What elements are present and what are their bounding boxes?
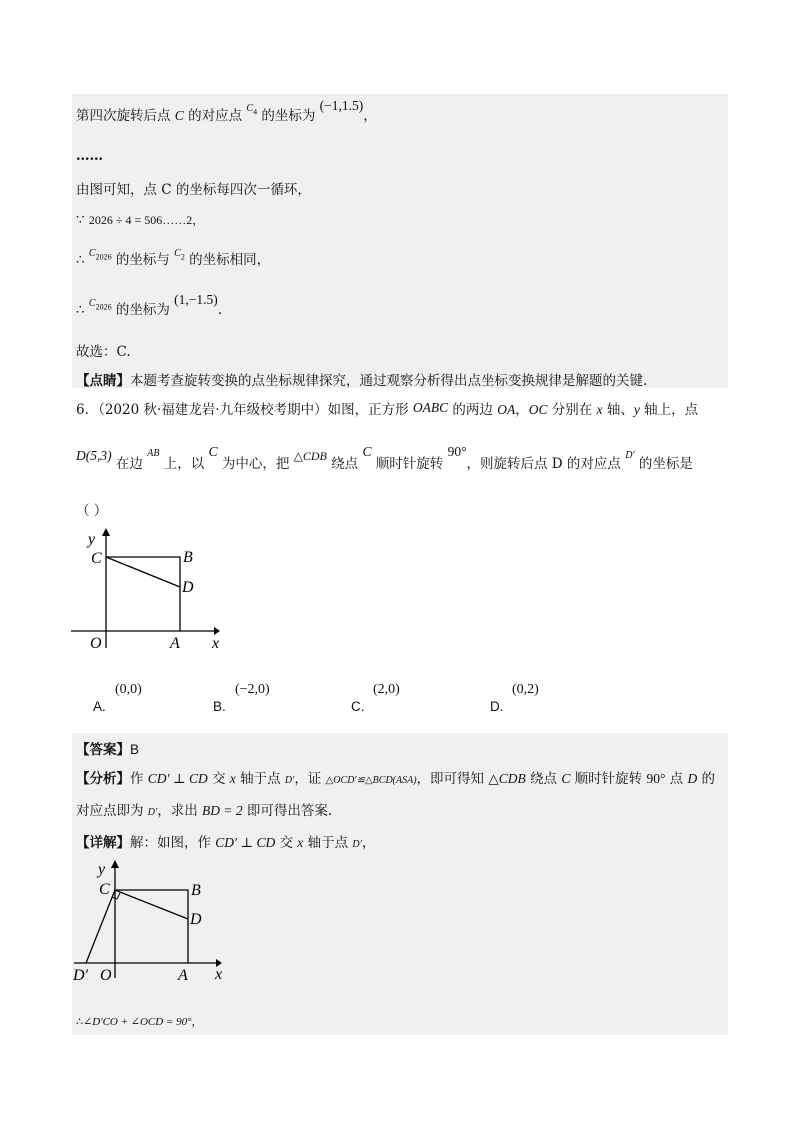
label-a: A — [170, 635, 180, 652]
point-d: D — [687, 771, 698, 786]
coordinate: (−1,1.5) — [319, 98, 364, 113]
comment-text: 本题考查旋转变换的点坐标规律探究，通过观察分析得出点坐标变换规律是解题的关键. — [130, 373, 648, 389]
option-letter: D. — [490, 699, 504, 714]
point-c2: C — [174, 248, 181, 259]
text: ， — [515, 402, 529, 418]
question-line-2 — [76, 444, 693, 472]
text: 轴于点 — [235, 771, 285, 787]
analysis-line-1 — [76, 767, 715, 787]
prev-line-3: 由图可知，点 C 的坐标每四次一循环， — [76, 182, 311, 198]
text: ，求出 — [157, 803, 203, 819]
square-name: OABC — [412, 400, 449, 415]
segment-cd-prime — [86, 890, 115, 963]
subscript: 2026 — [95, 302, 112, 312]
text: 即可得出答案. — [242, 803, 333, 819]
square-edges — [115, 890, 188, 963]
segment-oc: OC — [528, 402, 548, 417]
text: 分别在 — [547, 402, 597, 418]
label-d-prime: D′ — [73, 967, 89, 982]
text: ，则旋转后点 D 的对应点 — [466, 456, 626, 472]
angle-90: 90° — [447, 444, 467, 459]
label-a: A — [178, 967, 188, 982]
perp-expression: CD′ ⊥ CD — [215, 835, 276, 850]
text: ， — [191, 1015, 203, 1028]
point-c: C — [561, 771, 571, 786]
text: . — [217, 302, 223, 318]
text: ，即可得知 — [416, 771, 489, 787]
option-value: (0,0) — [115, 682, 142, 697]
var-x: x — [596, 402, 603, 417]
option-value: (2,0) — [373, 682, 400, 697]
point-c: C — [362, 444, 372, 459]
congruence-expression: △OCD′≌△BCD(ASA) — [325, 775, 417, 786]
option-c[interactable] — [351, 680, 471, 714]
y-axis-arrow-icon — [111, 860, 119, 868]
var-y: y — [633, 402, 640, 417]
subscript: 4 — [253, 107, 258, 117]
point-d-prime: D′ — [147, 807, 158, 818]
segment-cd — [106, 557, 180, 587]
label-x: x — [215, 966, 223, 982]
ellipsis: …… — [76, 148, 103, 164]
text: ， — [363, 108, 377, 124]
option-letter: A. — [93, 699, 106, 714]
question-line-1 — [76, 398, 698, 418]
point-d-prime: D′ — [625, 450, 635, 461]
point-c4: C — [246, 103, 254, 114]
text: 顺时针旋转 — [570, 771, 647, 787]
analysis-line-2 — [76, 799, 332, 819]
prev-line-4 — [76, 211, 204, 228]
text: 的对应点 — [183, 108, 247, 124]
segment-cd — [115, 890, 188, 919]
point-d-prime: D′ — [284, 775, 295, 786]
detail-tag: 【详解】 — [76, 835, 130, 851]
label-c: C — [99, 881, 110, 898]
angle-90: 90° — [646, 771, 666, 786]
y-axis-arrow-icon — [102, 528, 110, 536]
label-b: B — [191, 882, 201, 899]
text: ，证 — [294, 771, 326, 787]
label-d: D — [182, 579, 194, 596]
text: 绕点 — [326, 456, 363, 472]
text: 轴、 — [602, 402, 634, 418]
label-x: x — [212, 635, 220, 652]
text: 的坐标相同， — [184, 252, 271, 268]
question-number: 6． — [76, 402, 99, 418]
option-b[interactable] — [213, 680, 333, 714]
therefore-symbol: ∴ — [76, 1015, 83, 1028]
point-c: C — [88, 248, 96, 259]
analysis-tag: 【分析】 — [76, 771, 130, 787]
label-d: D — [190, 911, 202, 928]
subscript: 2 — [180, 252, 185, 262]
subscript: 2026 — [95, 252, 112, 262]
text: 轴上，点 — [639, 402, 699, 418]
prev-line-6 — [76, 292, 223, 320]
point-c: C — [208, 444, 218, 459]
answer-value: B — [130, 742, 140, 757]
expression: 2026 ÷ 4 = 506……2， — [88, 213, 205, 227]
text: 的坐标为 — [111, 302, 175, 318]
prev-solution-block — [72, 94, 728, 388]
label-o: O — [90, 635, 102, 652]
text: 作 — [130, 771, 148, 787]
point-d-prime: D′ — [352, 839, 362, 850]
point-c: C — [174, 108, 184, 123]
var-x: x — [229, 771, 236, 786]
label-y: y — [88, 531, 96, 548]
text: ， — [361, 835, 376, 851]
text: 在边 — [111, 456, 148, 472]
label-c: C — [91, 550, 102, 567]
text: 对应点即为 — [76, 803, 148, 819]
therefore-symbol: ∴ — [76, 252, 85, 268]
text: 交 — [207, 771, 230, 787]
point-d-coord: D(5,3) — [76, 448, 112, 463]
text: 轴于点 — [303, 835, 353, 851]
var-x: x — [297, 835, 304, 850]
segment-oa: OA — [497, 402, 516, 417]
x-axis-arrow-icon — [214, 627, 220, 635]
text: 的两边 — [448, 402, 498, 418]
text: 的坐标为 — [257, 108, 320, 124]
option-letter: C. — [351, 699, 365, 714]
label-o: O — [100, 967, 112, 982]
segment-ab: AB — [147, 448, 160, 459]
answer-paren: （ ） — [76, 503, 108, 519]
comment-line — [76, 369, 647, 389]
comment-tag: 【点睛】 — [76, 373, 130, 389]
question-source: （2020 秋·福建龙岩·九年级校考期中） — [98, 402, 328, 418]
text: 解：如图，作 — [130, 835, 216, 851]
option-a[interactable] — [93, 680, 213, 714]
choice-line: 故选：C. — [76, 344, 131, 360]
text: 为中心，把 — [217, 456, 294, 472]
text: 顺时针旋转 — [371, 456, 448, 472]
figure-2 — [70, 852, 240, 982]
option-d[interactable] — [490, 680, 610, 714]
text: 绕点 — [525, 771, 562, 787]
angle-expression: ∠D′CO + ∠OCD = 90° — [83, 1016, 192, 1028]
perp-expression: CD′ ⊥ CD — [147, 771, 208, 786]
prev-line-1 — [76, 98, 377, 126]
coordinate: (1,−1.5) — [174, 292, 218, 307]
triangle-cdb: △CDB — [293, 449, 327, 463]
label-y: y — [98, 861, 106, 878]
option-value: (0,2) — [512, 682, 539, 697]
detail-line — [76, 831, 375, 851]
option-letter: B. — [213, 699, 226, 714]
triangle-cdb: △CDB — [488, 771, 526, 786]
answer-line — [76, 738, 139, 758]
square-edges — [106, 557, 180, 631]
text: 上，以 — [159, 456, 209, 472]
prev-line-5 — [76, 248, 270, 270]
text: 交 — [275, 835, 298, 851]
last-line — [76, 1013, 203, 1029]
answer-tag: 【答案】 — [76, 742, 130, 758]
text: 点 — [665, 771, 688, 787]
bd-expression: BD = 2 — [202, 803, 243, 818]
text: 的坐标与 — [111, 252, 175, 268]
figure-1 — [66, 524, 226, 654]
point-c: C — [88, 298, 96, 309]
text: 的坐标是 — [634, 456, 693, 472]
text: 第四次旋转后点 — [76, 108, 175, 124]
text: 的 — [697, 771, 715, 787]
text: 如图，正方形 — [327, 402, 413, 418]
because-symbol: ∵ — [76, 212, 85, 228]
option-value: (−2,0) — [235, 682, 270, 697]
label-b: B — [183, 549, 193, 566]
therefore-symbol: ∴ — [76, 302, 85, 318]
